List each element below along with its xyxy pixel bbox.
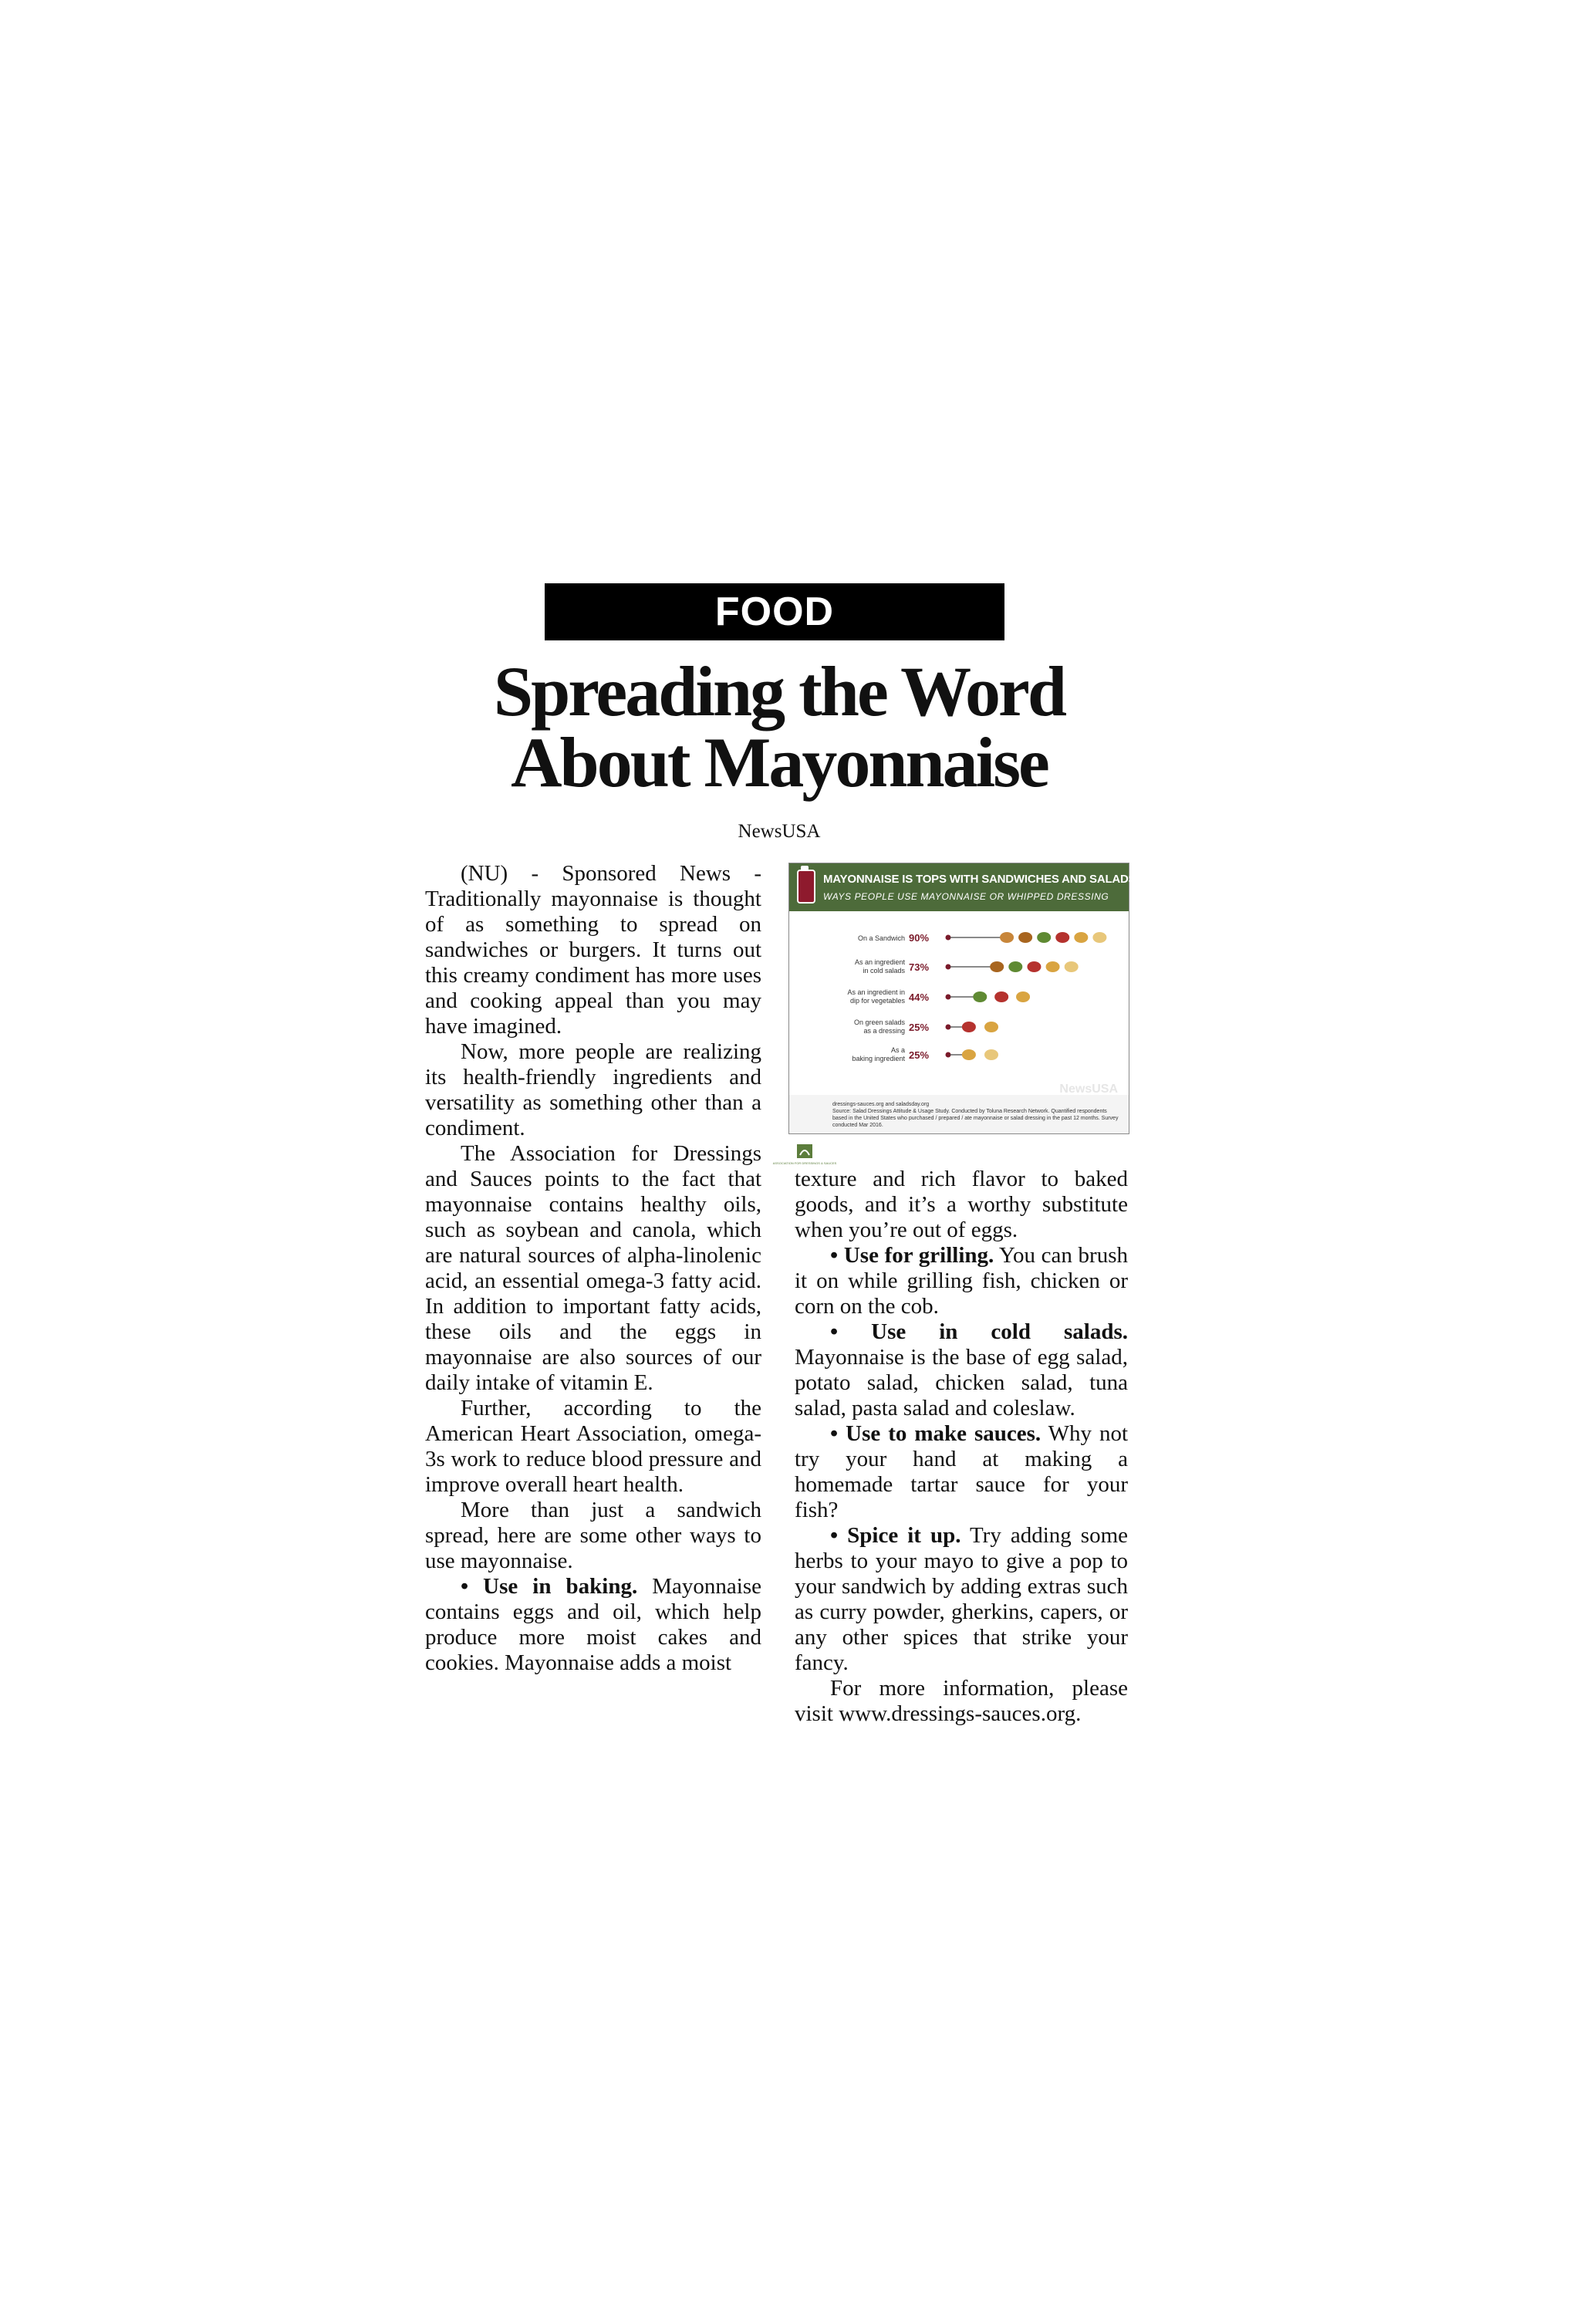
chart-category-label: On a Sandwich: [857, 934, 905, 942]
food-illustration-icon: [994, 991, 1008, 1002]
food-illustration-icon: [1000, 932, 1014, 943]
food-illustration-icon: [1074, 932, 1088, 943]
paragraph: [795, 1243, 1128, 1319]
chart-header: [789, 863, 1136, 911]
food-illustration-icon: [973, 991, 987, 1002]
food-illustration-icon: [984, 1049, 998, 1060]
tip-text: Mayonnaise is the base of egg salad, potato salad, chicken salad, tuna salad, pasta salad and coleslaw.: [795, 1345, 1128, 1420]
byline: NewsUSA: [738, 821, 821, 842]
chart-category-label: in cold salads: [863, 967, 905, 975]
food-illustration-icon: [1008, 961, 1022, 972]
headline-line-1: Spreading the Word: [493, 652, 1065, 731]
food-illustration-icon: [1046, 961, 1060, 972]
tip-text: Why not try your hand at making a homemade tartar sauce for your fish?: [795, 1421, 1129, 1522]
section-label: FOOD: [545, 583, 1004, 640]
chart-category-label: As a: [890, 1046, 905, 1054]
food-illustration-icon: [1018, 932, 1032, 943]
chart-source: [832, 1101, 1123, 1129]
paragraph: The Association for Dressings and Sauces points to the fact that mayonnaise contains healthy oils, such as soybean and canola, which are natural sources of alpha-linolenic acid, an essential omega-3 fatty acid. In addition to important fatty acids, these oils and the eggs in mayonnaise are also sources of our daily intake of vitamin E.: [425, 1141, 761, 1395]
tip-heading: • Use in cold salads.: [830, 1319, 1128, 1344]
food-illustration-icon: [1037, 932, 1051, 943]
paragraph: [425, 1574, 761, 1676]
food-illustration-icon: [962, 1049, 976, 1060]
infographic-chart: [772, 863, 1136, 1165]
chart-value-label: 90%: [909, 932, 930, 944]
paragraph: More than just a sandwich spread, here are some other ways to use mayonnaise.: [425, 1498, 761, 1573]
chart-title: MAYONNAISE IS TOPS WITH SANDWICHES AND SALADS: [823, 873, 1136, 886]
paragraph: Further, according to the American Heart Association, omega-3s work to reduce blood pressure and improve overall heart health.: [425, 1396, 761, 1497]
tip-text: Mayonnaise contains eggs and oil, which help produce more moist cakes and cookies. Mayonnaise adds a moist: [425, 1574, 761, 1675]
chart-footer: [772, 1083, 1129, 1165]
chart-category-label: dip for vegetables: [849, 997, 905, 1005]
tip-heading: • Use in baking.: [461, 1574, 638, 1599]
paragraph: [795, 1421, 1128, 1523]
paragraph: texture and rich flavor to baked goods, and it’s a worthy substitute when you’re out of eggs.: [795, 1167, 1128, 1242]
paragraph: Now, more people are realizing its health-friendly ingredients and versatility as something other than a condiment.: [425, 1039, 761, 1140]
chart-category-label: baking ingredient: [852, 1055, 905, 1062]
chart-plot: [789, 911, 1129, 1095]
chart-value-label: 25%: [909, 1049, 930, 1061]
chart-note: Source: Salad Dressings Attitude & Usage Study. Conducted by Toluna Research Network. Quantified respondents based in the United States who purchased / prepared / ate mayonnaise or salad dressing in the past 12 months. Survey conducted Mar 2016.: [832, 1109, 1119, 1128]
chart-category-label: On green salads: [853, 1018, 905, 1026]
food-illustration-icon: [1055, 932, 1069, 943]
logo-text: ASSOCIATION FOR DRESSINGS & SAUCES: [772, 1161, 837, 1165]
paragraph: For more information, please visit www.dressings-sauces.org.: [795, 1676, 1128, 1726]
food-illustration-icon: [1092, 932, 1106, 943]
food-illustration-icon: [984, 1022, 998, 1032]
food-illustration-icon: [1065, 961, 1079, 972]
mayonnaise-jar-icon: [797, 870, 815, 904]
paragraph: (NU) - Sponsored News - Traditionally mayonnaise is thought of as something to spread on sandwiches or burgers. It turns out this creamy condiment has more uses and cooking appeal than you may have imagined.: [425, 861, 761, 1039]
paragraph: [795, 1319, 1128, 1421]
chart-value-label: 73%: [909, 961, 930, 973]
tip-heading: • Spice it up.: [830, 1523, 961, 1548]
watermark: NewsUSA: [1059, 1083, 1118, 1096]
article-column-2: [795, 1167, 1128, 1727]
food-illustration-icon: [1027, 961, 1041, 972]
chart-value-label: 25%: [909, 1022, 930, 1033]
paragraph: [795, 1523, 1128, 1676]
food-illustration-icon: [962, 1022, 976, 1032]
chart-url: dressings-sauces.org and saladsday.org: [832, 1102, 930, 1107]
chart-category-label: As an ingredient: [854, 958, 905, 966]
food-illustration-icon: [1016, 991, 1030, 1002]
headline-line-2: About Mayonnaise: [511, 723, 1048, 802]
article-column-1: [425, 861, 761, 1676]
food-illustration-icon: [990, 961, 1004, 972]
tip-text: Try adding some herbs to your mayo to give a pop to your sandwich by adding extras such as curry powder, gherkins, capers, or any other spices that strike your fancy.: [795, 1523, 1128, 1675]
tip-heading: • Use to make sauces.: [830, 1421, 1042, 1446]
tip-heading: • Use for grilling.: [830, 1243, 994, 1268]
chart-subtitle: WAYS PEOPLE USE MAYONNAISE OR WHIPPED DRESSING: [823, 891, 1109, 902]
chart-category-label: As an ingredient in: [847, 988, 905, 996]
chart-value-label: 44%: [909, 991, 930, 1003]
tip-text: You can brush it on while grilling fish, chicken or corn on the cob.: [795, 1243, 1128, 1319]
chart-category-label: as a dressing: [863, 1027, 905, 1035]
headline: [432, 652, 1126, 802]
